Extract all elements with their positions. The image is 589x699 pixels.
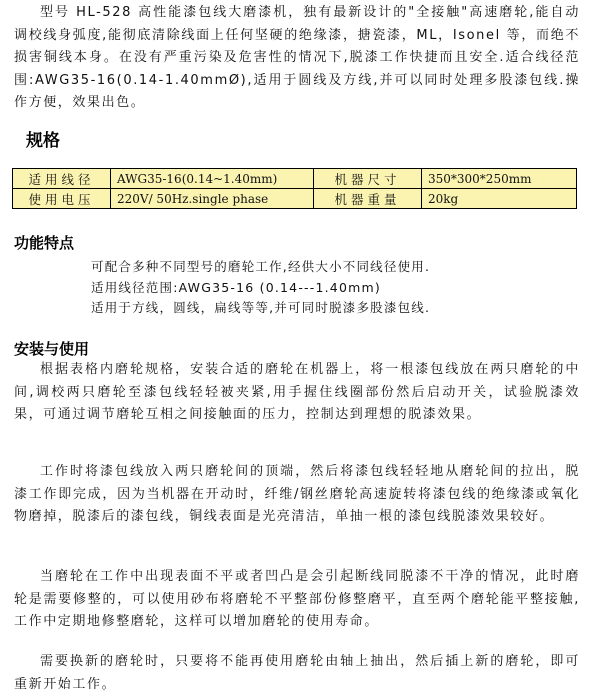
- spec-value: 220V/ 50Hz.single phase: [111, 189, 314, 209]
- spec-label: 适用线径: [13, 169, 111, 189]
- install-paragraph: 当磨轮在工作中出现表面不平或者凹凸是会引起断线同脱漆不干净的情况，此时磨轮是需要修整的，可以使用砂布将磨轮不平整部份修整磨平，直至两个磨轮能平整接触,工作中定期地修整磨轮，这样可以增加磨轮的使用寿命。: [14, 569, 580, 629]
- spec-label: 使用电压: [13, 189, 111, 209]
- table-row: [13, 189, 577, 209]
- feature-item: 适用线径范围:AWG35-16 (0.14---1.40mm): [91, 280, 381, 295]
- feature-item: 可配合多种不同型号的磨轮工作,经供大小不同线径使用.: [91, 259, 431, 274]
- feature-item: 适用于方线，圆线，扁线等等,并可同时脱漆多股漆包线.: [91, 300, 431, 315]
- spec-table: [12, 168, 577, 209]
- install-paragraph: 根据表格内磨轮规格，安装合适的磨轮在机器上，将一根漆包线放在两只磨轮的中间,调校两只磨轮至漆包线轻轻被夹紧,用手握住线圈部份然后启动开关，试验脱漆效果，可通过调节磨轮互相之间接触面的压力，控制达到理想的脱漆效果。: [14, 362, 580, 422]
- intro-paragraph: 型号 HL-528 高性能漆包线大磨漆机，独有最新设计的"全接触"高速磨轮,能自动调校线身弧度,能彻底清除线面上任何坚硬的绝缘漆，搪瓷漆，ML，Isonel 等，而绝不损害铜线本身。在没有严重污染及危害性的情况下,脱漆工作快捷而且安全.适合线径范围:AWG35-16(0.14-1.40mmØ),适用于圆线及方线,并可以同时处理多股漆包线.操作方便，效果出色。: [14, 5, 580, 110]
- install-paragraph: 工作时将漆包线放入两只磨轮间的顶端，然后将漆包线轻轻地从磨轮间的拉出，脱漆工作即完成，因为当机器在开动时，纤维/钢丝磨轮高速旋转将漆包线的绝缘漆或氧化物磨掉，脱漆后的漆包线，铜线表面是光亮清洁，单抽一根的漆包线脱漆效果较好。: [14, 464, 580, 524]
- spec-value: AWG35-16(0.14~1.40mm): [111, 169, 314, 189]
- features-heading: 功能特点: [14, 234, 75, 252]
- install-heading: 安装与使用: [14, 340, 90, 358]
- spec-label: 机器尺寸: [314, 169, 422, 189]
- table-row: [13, 169, 577, 189]
- spec-label: 机器重量: [314, 189, 422, 209]
- spec-value: 350*300*250mm: [422, 169, 577, 189]
- install-paragraph: 需要换新的磨轮时，只要将不能再使用磨轮由轴上抽出，然后插上新的磨轮，即可重新开始工作。: [14, 654, 580, 692]
- spec-value: 20kg: [422, 189, 577, 209]
- spec-heading: 规格: [26, 131, 60, 151]
